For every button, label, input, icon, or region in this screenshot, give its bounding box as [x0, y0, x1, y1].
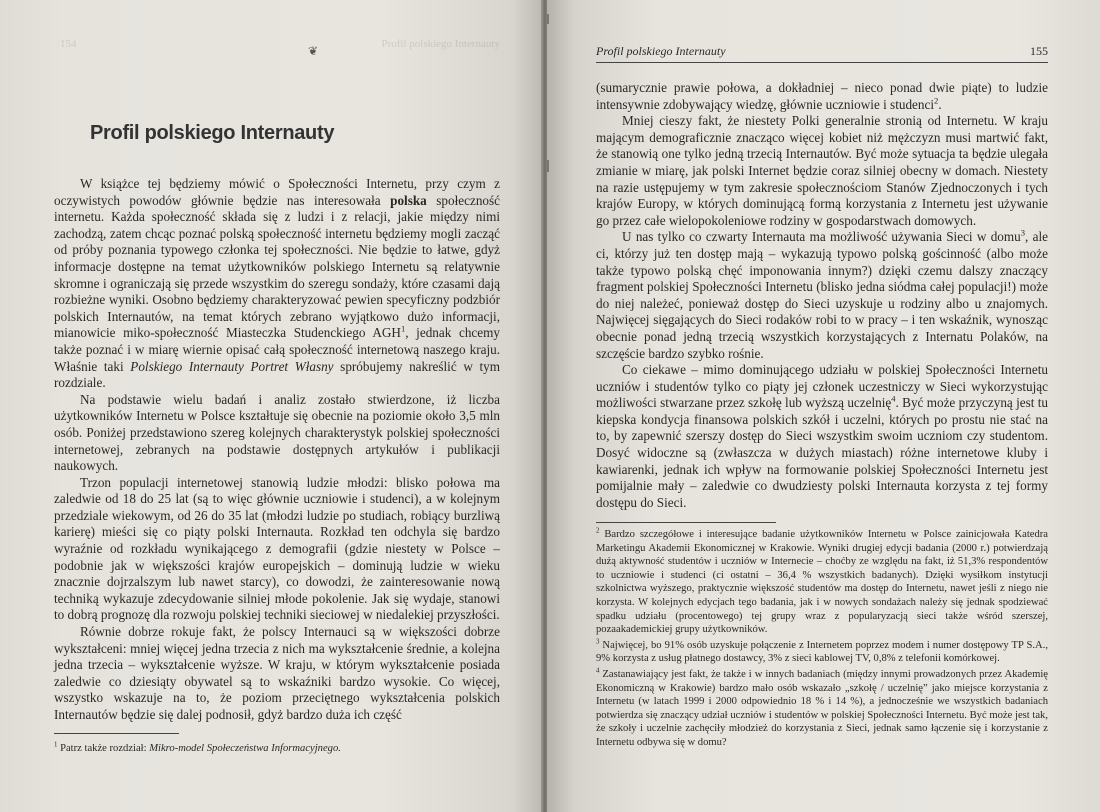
- text-run: Trzon populacji internetowej stanowią ludzie młodzi: blisko połowa ma zaledwie od 18 do 25 lat (są to więc głównie uczniowie i studenci), a w kolejnym przedziale wiekowym, od 26 do 35 lat (młodzi ludzie po studiach, robiący burzliwą karierę) mieści się co piąty polski Internauta. Rozkład ten odchyla się bardzo wyraźnie od rozkładu wynikającego z demografii (gdzie niestety w Polsce – podobnie jak w większości krajów europejskich – dominują ludzie w wieku znacznie dojrzalszym lub nawet starcy), co dowodzi, że zainteresowanie nową techniką wykazuje zdecydowanie silniej młode pokolenie. Jak się wydaje, stanowi to dobrą prognozę dla rozwoju polskiej techniki sieciowej w niedalekiej przyszłości.: [54, 474, 500, 623]
- text-run: Polskiego Internauty Portret Własny: [130, 358, 334, 374]
- text-run: Równie dobrze rokuje fakt, że polscy Internauci są w większości dobrze wykształceni: mniej więcej jedna trzecia z nich ma wykształcenie średnie, a kolejna jedna trzecia – wykształcenie wyższe. W kraju, w którym wykształcenie posiada zaledwie co dziesiąty obywatel są to wskaźniki bardzo wysokie. Co więcej, wszystko wskazuje na to, że poziom przeciętnego wykształcenia polskich Internautów będzie się dalej podnosił, gdyż bardzo duża ich część: [54, 624, 500, 722]
- paragraph: [596, 362, 1048, 511]
- footnote-marker: 2: [934, 95, 939, 106]
- footnote-marker: 3: [1020, 227, 1026, 238]
- paragraph: [54, 475, 500, 624]
- text-run: W książce tej będziemy mówić o Społeczności Internetu, przy czym z oczywistych powodów głównie będzie nas interesowała: [54, 176, 500, 208]
- footnote: [54, 742, 500, 756]
- text-run: Bardzo szczegółowe i interesujące badanie użytkowników Internetu w Polsce zainicjowała Katedra Marketingu Akademii Ekonomicznej w Krakowie. Wyniki drugiej edycji badania (2000 r.) potwierdzają dużą aktywność studentów i uczniów w Internecie – choćby ze względu na fakt, iż 51,3% respondentów to uczniowie i studenci (ci ostatni – 36,4 % wszystkich badanych). Dzięki wysiłkom instytucji szkolnictwa wyższego, praktycznie większość studentów ma dostęp do Internetu, nawet jeśli z niego nie korzysta. W kolejnych edycjach tego badania, jak i w nowych sondażach należy się jednak spodziewać spadku udziału (procentowego) tej grupy wraz z popularyzacją sieci także wśród szerszej, pozaakademickiej grupy użytkowników.: [596, 529, 1048, 636]
- left-page: [0, 0, 545, 812]
- ghost-page-number: 154: [60, 38, 77, 50]
- text-run: Co ciekawe – mimo dominującego udziału w polskiej Społeczności Internetu uczniów i studentów tylko co piąty jej członek uczestniczy w Sieci wykorzystując możliwości stwarzane przez szkołę lub wyższą uczelnię: [596, 362, 1048, 411]
- ghost-running-head-title: Profil polskiego Internauty: [381, 38, 500, 50]
- running-head: [596, 44, 1048, 63]
- footnote-marker: 1: [400, 323, 406, 334]
- footnote: [596, 639, 1048, 666]
- text-run: . Być może przyczyną jest tu kiepska kondycja finansowa polskich szkół i uczelni, których po prostu nie stać na to, by zapewnić szerszy dostęp do Sieci wszystkim swoim uczniom czy studentom. Dosyć widoczne są (zwłaszcza w dużych miastach) różne internetowe kluby i kawiarenki, jednak ich wpływ na formowanie polskiej Społeczności Internetu jest pomijalnie mały – zaledwie co dwudziesty polski Internauta korzysta z tej formy dostępu do Sieci.: [596, 395, 1048, 510]
- text-run: społeczność internetu. Każda społeczność składa się z ludzi i z relacji, jakie między nimi zachodzą, zatem chcąc poznać polską społeczność internetu będziemy mogli zacząć od próby poznania typowego członka tej społeczności. Nie będzie to łatwe, gdyż informacje dostępne na temat użytkowników polskiego Internetu są relatywnie skromne i ograniczają się przede wszystkim do szeregu sondaży, które czasami dają rozbieżne wyniki. Osobno będziemy charakteryzować pewien specyficzny podzbiór polskich Internautów, na temat których zebrano wyjątkowo dużo informacji, mianowicie miko-społeczność Miasteczka Studenckiego AGH: [54, 192, 500, 341]
- page-edge-mark: [547, 14, 549, 24]
- footnote-rule: [596, 522, 776, 523]
- page-edge-mark: [547, 160, 549, 172]
- paragraph: [596, 113, 1048, 229]
- footnote: [596, 528, 1048, 637]
- paragraph: [596, 80, 1048, 113]
- text-run: .: [938, 96, 942, 112]
- text-run: U nas tylko co czwarty Internauta ma możliwość używania Sieci w domu: [622, 229, 1021, 245]
- running-head-title: Profil polskiego Internauty: [596, 44, 726, 58]
- text-run: , ale ci, którzy już ten dostęp mają – wykazują typowo polską gościnność (albo może także typowo polską chęć imponowania innym?) dzięki czemu dalszy znaczący fragment polskiej Społeczności Internetu (blisko jedna siódma całej populacji!) może do niej należeć, ponieważ dostęp do Sieci uzyskuje u rodziny albo u znajomych. Najwięcej sięgających do Sieci rodaków robi to w pracy – i ten wskaźnik, wynosząc obecnie ponad jedną trzecią wszystkich korzystających z Internatu Polaków, na szczęście bardzo szybko rośnie.: [596, 229, 1048, 361]
- paragraph: [54, 176, 500, 392]
- footnote-marker: 1: [54, 741, 58, 749]
- right-footnotes: [596, 528, 1048, 752]
- footnote-marker: 4: [891, 393, 896, 404]
- paragraph: [596, 229, 1048, 362]
- paragraph: [54, 624, 500, 724]
- text-run: (sumarycznie prawie połowa, a dokładniej – nieco ponad dwie piąte) to ludzie intensywnie zdobywający wiedzę, głównie uczniowie i studenci: [596, 80, 1048, 112]
- text-run: spróbujemy nakreślić w tym rozdziale.: [54, 358, 501, 391]
- ornament-icon: ❦: [308, 44, 319, 58]
- text-run: , jednak chcemy także poznać i w miarę wiernie opisać całą społeczność internetową naszego kraju. Właśnie taki: [54, 325, 500, 374]
- text-run: Najwięcej, bo 91% osób uzyskuje połączenie z Internetem poprzez modem i numer dostępowy TP S.A., 9% korzysta z usług płatnego dostawcy, 3% z sieci kablowej TV, 0,8% z telefonii komórkowej.: [596, 639, 1048, 665]
- right-body-text: [596, 80, 1048, 511]
- footnote-rule: [54, 733, 179, 734]
- text-run: Mniej cieszy fakt, że niestety Polki generalnie stronią od Internetu. W kraju mającym demograficznie znacząco więcej kobiet niż mężczyzn musi martwić fakt, że stanowią one tylko jedną trzecią Internautów. Być może sytuacja ta będzie ulegała zmianie w miarę, jak polski Internet będzie coraz silniej obecny w domach. Niestety na razie ustępujemy w tym zakresie społecznościom Stanów Zjednoczonych i tych krajów Europy, w których dominującą formą korzystania z Internetu jest używanie go przez całe wielopokoleniowe rodziny w gospodarstwach domowych.: [596, 113, 1048, 228]
- footnote-marker: 3: [596, 638, 600, 646]
- footnote-marker: 4: [596, 667, 600, 675]
- left-footnotes: [54, 742, 500, 758]
- text-run: Zastanawiający jest fakt, że także i w innych badaniach (między innymi prowadzonych przez Akademię Ekonomiczną w Krakowie) bardzo mało osób wskazało „szkołę / uczelnię” jako miejsce korzystania z Internetu (w latach 1999 i 2000 odpowiednio 18 % i 14 %), a jednocześnie we wszystkich badaniach potwierdza się znaczący udział uczniów i studentów w polskiej Społeczności Internetu. Być może jest tak, że szkoły i uczelnie zachęciły młodzież do korzystania z Sieci, jednak samo łączenie się i korzystanie z Internetu odbywa się w domu?: [596, 668, 1048, 748]
- text-run: Mikro-model Społeczeństwa Informacyjnego.: [149, 743, 341, 754]
- chapter-title: Profil polskiego Internauty: [90, 122, 335, 144]
- left-body-text: [54, 176, 500, 724]
- paragraph: [54, 392, 500, 475]
- text-run: Patrz także rozdział:: [57, 743, 150, 754]
- page-number: 155: [1030, 44, 1048, 58]
- text-run: polska: [390, 192, 427, 208]
- footnote: [596, 668, 1048, 750]
- text-run: Na podstawie wielu badań i analiz zostało stwierdzone, iż liczba użytkowników Internetu w Polsce kształtuje się obecnie na poziomie około 3,5 mln osób. Poniżej przedstawiono szereg kolejnych charakterystyk polskiej społeczności internetowej, zebranych na podstawie dostępnych artykułów i publikacji naukowych.: [54, 391, 500, 474]
- ghost-running-head: [60, 38, 500, 50]
- footnote-marker: 2: [596, 527, 600, 535]
